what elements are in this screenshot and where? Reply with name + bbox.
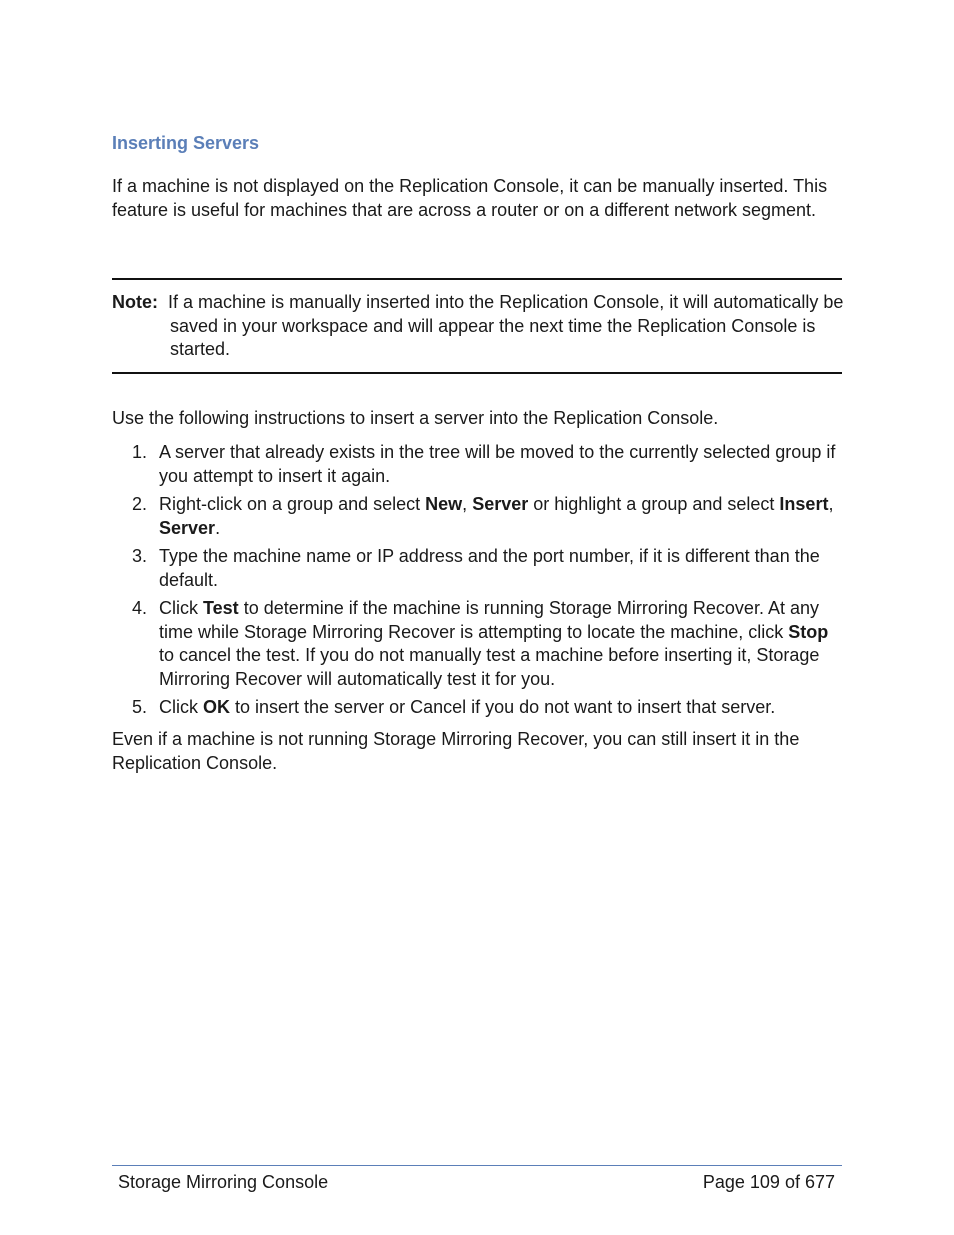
step-number: 1.	[132, 442, 148, 462]
footer-title: Storage Mirroring Console	[118, 1172, 329, 1192]
closing-paragraph: Even if a machine is not running Storage Mirroring Recover, you can still insert it in the Replication Console.	[112, 729, 800, 773]
menu-term-insert: Insert	[779, 494, 829, 514]
step-text: or highlight a group and select	[528, 494, 780, 514]
menu-term-server: Server	[472, 494, 529, 514]
note-text: If a machine is manually inserted into the Replication Console, it will automatically be saved in your workspace and will appear the next time the Replication Console is started.	[168, 292, 844, 359]
step-text: ,	[462, 494, 473, 514]
footer-rule	[112, 1165, 842, 1166]
steps-list	[112, 441, 847, 725]
step-text: Right-click on a group and select	[159, 494, 426, 514]
list-item	[112, 597, 847, 691]
note-label: Note:	[112, 292, 158, 312]
step-text: to determine if the machine is running Storage Mirroring Recover. At any time while Storage Mirroring Recover is attempting to locate the machine, click	[159, 598, 819, 642]
note-top-rule	[112, 278, 842, 280]
step-text: Type the machine name or IP address and the port number, if it is different than the default.	[159, 546, 820, 590]
button-term-stop: Stop	[788, 621, 829, 642]
button-term-test: Test	[203, 598, 239, 618]
step-text: A server that already exists in the tree will be moved to the currently selected group if you attempt to insert it again.	[159, 442, 836, 486]
menu-term-server: Server	[159, 517, 216, 538]
step-number: 3.	[132, 546, 148, 566]
step-text: to insert the server or Cancel if you do not want to insert that server.	[230, 697, 776, 717]
button-term-ok: OK	[203, 697, 230, 717]
list-item	[112, 441, 847, 488]
step-number: 4.	[132, 598, 148, 618]
step-text: Click	[159, 697, 203, 717]
step-number: 5.	[132, 697, 148, 717]
list-item	[112, 696, 847, 720]
step-number: 2.	[132, 494, 148, 514]
section-heading: Inserting Servers	[112, 133, 260, 153]
step-text: ,	[828, 494, 834, 514]
note-bottom-rule	[112, 372, 842, 374]
list-item	[112, 493, 847, 540]
note-block	[112, 291, 847, 362]
step-text: Click	[159, 598, 203, 618]
page-number: Page 109 of 677	[702, 1172, 835, 1192]
instructions-lead: Use the following instructions to insert a server into the Replication Console.	[112, 408, 719, 428]
menu-term-new: New	[425, 494, 463, 514]
intro-paragraph: If a machine is not displayed on the Replication Console, it can be manually inserted. This feature is useful for machines that are across a router or on a different network segment.	[112, 176, 828, 220]
step-text: .	[215, 517, 221, 538]
step-text: to cancel the test. If you do not manually test a machine before inserting it, Storage Mirroring Recover will automatically test it for you.	[159, 645, 820, 689]
list-item	[112, 545, 847, 592]
